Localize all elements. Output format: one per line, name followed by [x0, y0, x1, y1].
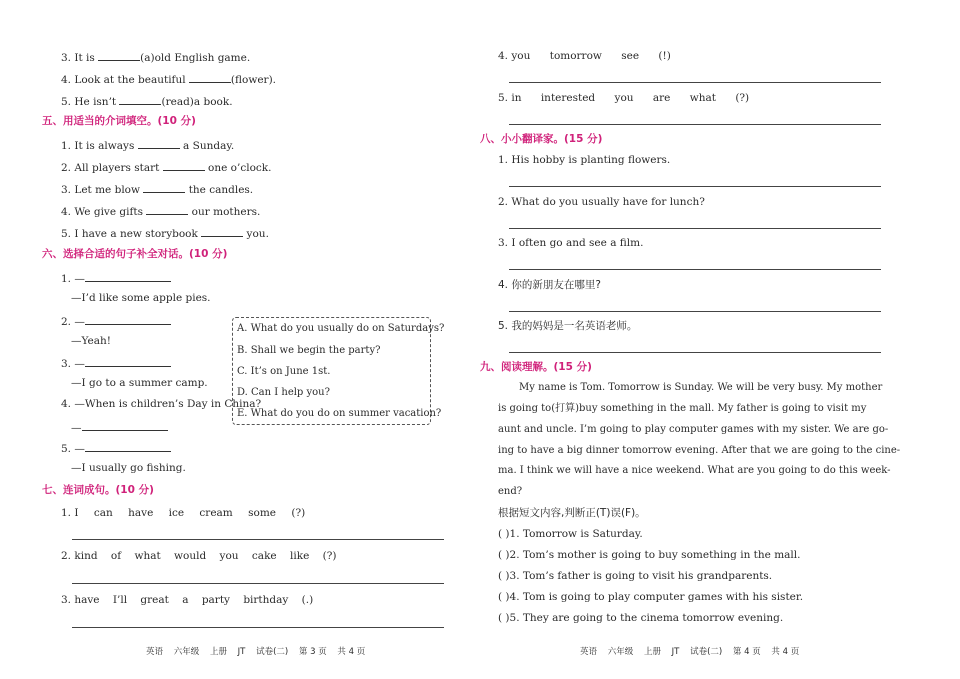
word: cream — [199, 507, 233, 519]
dialog-a3: —I go to a summer camp. — [71, 377, 208, 389]
footer-part: 共 4 页 — [771, 647, 800, 657]
reading-instruction: 根据短文内容,判断正(T)误(F)。 — [498, 507, 646, 519]
answer-blank[interactable] — [98, 51, 140, 61]
word: would — [174, 550, 207, 562]
answer-blank[interactable] — [85, 357, 171, 367]
answer-blank[interactable] — [189, 73, 231, 83]
item-text: 2. — — [61, 316, 85, 328]
answer-blank[interactable] — [82, 421, 168, 431]
tf-statement-4[interactable]: ( )4. Tom is going to play computer games with his sister. — [498, 591, 804, 603]
word: party — [201, 594, 230, 606]
word: what — [134, 550, 161, 562]
word: cake — [251, 550, 277, 562]
word-order-item-1 — [61, 508, 305, 519]
option-b: B. Shall we begin the party? — [237, 345, 381, 356]
fill-item-5 — [61, 95, 233, 108]
word: some — [248, 507, 276, 519]
dialog-a2: —Yeah! — [71, 335, 111, 347]
footer-part: 六年级 — [607, 647, 634, 657]
footer-part: 第 4 页 — [732, 647, 761, 657]
item-text: 5. He isn’t — [61, 96, 117, 108]
footer-part: JT — [237, 647, 246, 657]
left-footer — [146, 645, 365, 657]
answer-line[interactable] — [72, 539, 444, 540]
word-order-item-4 — [498, 51, 671, 62]
item-text: 4. Look at the beautiful — [61, 74, 186, 86]
word-order-item-3 — [61, 595, 313, 606]
item-text: 4. We give gifts — [61, 206, 143, 218]
dialog-a4 — [71, 421, 168, 434]
word: have — [128, 507, 154, 519]
word: interested — [540, 92, 596, 104]
dialog-q1 — [61, 272, 171, 285]
prep-item-1 — [61, 139, 234, 152]
word: (.) — [301, 594, 314, 606]
passage-line-5: ma. I think we will have a nice weekend. What are you going to do this week- — [498, 465, 891, 476]
item-text: 2. All players start — [61, 162, 160, 174]
word: 2. kind — [61, 550, 98, 562]
passage-line-1: My name is Tom. Tomorrow is Sunday. We will be very busy. My mother — [519, 382, 883, 393]
item-text: 1. It is always — [61, 140, 135, 152]
word: 3. have — [61, 594, 100, 606]
word: (?) — [735, 92, 750, 104]
answer-line[interactable] — [509, 124, 881, 125]
item-text: 1. — — [61, 273, 85, 285]
section-6-title: 六、选择合适的句子补全对话。(10 分) — [42, 248, 228, 260]
word: (?) — [322, 550, 337, 562]
word: ice — [168, 507, 185, 519]
item-text: 3. — — [61, 358, 85, 370]
answer-blank[interactable] — [201, 227, 243, 237]
section-7-title: 七、连词成句。(10 分) — [42, 484, 154, 496]
dialog-a1: —I’d like some apple pies. — [71, 292, 211, 304]
section-5-title: 五、用适当的介词填空。(10 分) — [42, 115, 196, 127]
answer-line[interactable] — [509, 228, 881, 229]
word-order-item-5 — [498, 93, 749, 104]
fill-item-3 — [61, 51, 250, 64]
option-d: D. Can I help you? — [237, 387, 330, 398]
footer-part: 六年级 — [173, 647, 200, 657]
footer-part: 试卷(二) — [256, 647, 289, 657]
item-text: (a)old English game. — [140, 52, 251, 64]
word: you — [614, 92, 634, 104]
dialog-q4: 4. —When is children’s Day in China? — [61, 398, 262, 410]
item-text: our mothers. — [191, 206, 261, 218]
word-order-item-2 — [61, 551, 336, 562]
answer-line[interactable] — [509, 352, 881, 353]
answer-blank[interactable] — [163, 161, 205, 171]
item-text: (read)a book. — [161, 96, 233, 108]
option-a: A. What do you usually do on Saturdays? — [237, 323, 445, 334]
footer-part: 第 3 页 — [298, 647, 327, 657]
right-footer — [580, 645, 799, 657]
option-c: C. It’s on June 1st. — [237, 366, 331, 377]
word: see — [621, 50, 640, 62]
dialog-a5: —I usually go fishing. — [71, 462, 186, 474]
answer-blank[interactable] — [85, 272, 171, 282]
word: tomorrow — [549, 50, 602, 62]
answer-blank[interactable] — [138, 139, 180, 149]
item-text: 3. Let me blow — [61, 184, 140, 196]
word: birthday — [243, 594, 289, 606]
option-e: E. What do you do on summer vacation? — [237, 408, 442, 419]
prep-item-5 — [61, 227, 269, 240]
footer-part: 英语 — [580, 647, 598, 657]
answer-blank[interactable] — [143, 183, 185, 193]
item-text: 5. I have a new storybook — [61, 228, 198, 240]
dialog-q5 — [61, 442, 171, 455]
answer-blank[interactable] — [146, 205, 188, 215]
item-text: 5. — — [61, 443, 85, 455]
prep-item-2 — [61, 161, 271, 174]
tf-statement-5[interactable]: ( )5. They are going to the cinema tomorrow evening. — [498, 612, 784, 624]
answer-blank[interactable] — [85, 315, 171, 325]
passage-line-4: ing to have a big dinner tomorrow evening. After that we are going to the cine- — [498, 445, 901, 456]
footer-part: 共 4 页 — [337, 647, 366, 657]
fill-item-4 — [61, 73, 276, 86]
section-9-title: 九、阅读理解。(15 分) — [480, 361, 592, 373]
answer-line[interactable] — [509, 186, 881, 187]
answer-blank[interactable] — [119, 95, 161, 105]
prep-item-4 — [61, 205, 260, 218]
item-text: — — [71, 422, 82, 434]
item-text: the candles. — [188, 184, 254, 196]
translate-item-5: 5. 我的妈妈是一名英语老师。 — [498, 320, 638, 332]
word: are — [652, 92, 671, 104]
word: 5. in — [498, 92, 522, 104]
word: like — [289, 550, 310, 562]
passage-line-3: aunt and uncle. I’m going to play computer games with my sister. We are go- — [498, 424, 889, 435]
word: 4. you — [498, 50, 531, 62]
answer-line[interactable] — [72, 627, 444, 628]
translate-item-2: 2. What do you usually have for lunch? — [498, 196, 705, 208]
word: (!) — [658, 50, 671, 62]
dialog-q2 — [61, 315, 171, 328]
word: great — [140, 594, 169, 606]
word: can — [93, 507, 113, 519]
word: of — [110, 550, 122, 562]
footer-part: 英语 — [146, 647, 164, 657]
item-text: one o’clock. — [208, 162, 272, 174]
word: you — [219, 550, 239, 562]
answer-line[interactable] — [72, 583, 444, 584]
prep-item-3 — [61, 183, 253, 196]
footer-part: 上册 — [209, 647, 227, 657]
passage-line-2: is going to(打算)buy something in the mall. My father is going to visit my — [498, 403, 867, 414]
footer-part: 上册 — [643, 647, 661, 657]
item-text: a Sunday. — [183, 140, 235, 152]
translate-item-1: 1. His hobby is planting flowers. — [498, 154, 671, 166]
section-8-title: 八、小小翻译家。(15 分) — [480, 133, 603, 145]
word: I’ll — [112, 594, 128, 606]
dialog-q3 — [61, 357, 171, 370]
item-text: (flower). — [230, 74, 276, 86]
item-text: you. — [246, 228, 269, 240]
tf-statement-3[interactable]: ( )3. Tom’s father is going to visit his grandparents. — [498, 570, 773, 582]
word: (?) — [291, 507, 306, 519]
tf-statement-1[interactable]: ( )1. Tomorrow is Saturday. — [498, 528, 643, 540]
tf-statement-2[interactable]: ( )2. Tom’s mother is going to buy something in the mall. — [498, 549, 801, 561]
answer-blank[interactable] — [85, 442, 171, 452]
word: what — [689, 92, 716, 104]
answer-line[interactable] — [509, 82, 881, 83]
word: 1. I — [61, 507, 79, 519]
answer-line[interactable] — [509, 269, 881, 270]
item-text: 3. It is — [61, 52, 95, 64]
answer-line[interactable] — [509, 311, 881, 312]
passage-line-6: end? — [498, 486, 523, 497]
footer-part: JT — [671, 647, 680, 657]
footer-part: 试卷(二) — [690, 647, 723, 657]
word: a — [182, 594, 189, 606]
translate-item-4: 4. 你的新朋友在哪里? — [498, 279, 601, 291]
translate-item-3: 3. I often go and see a film. — [498, 237, 644, 249]
